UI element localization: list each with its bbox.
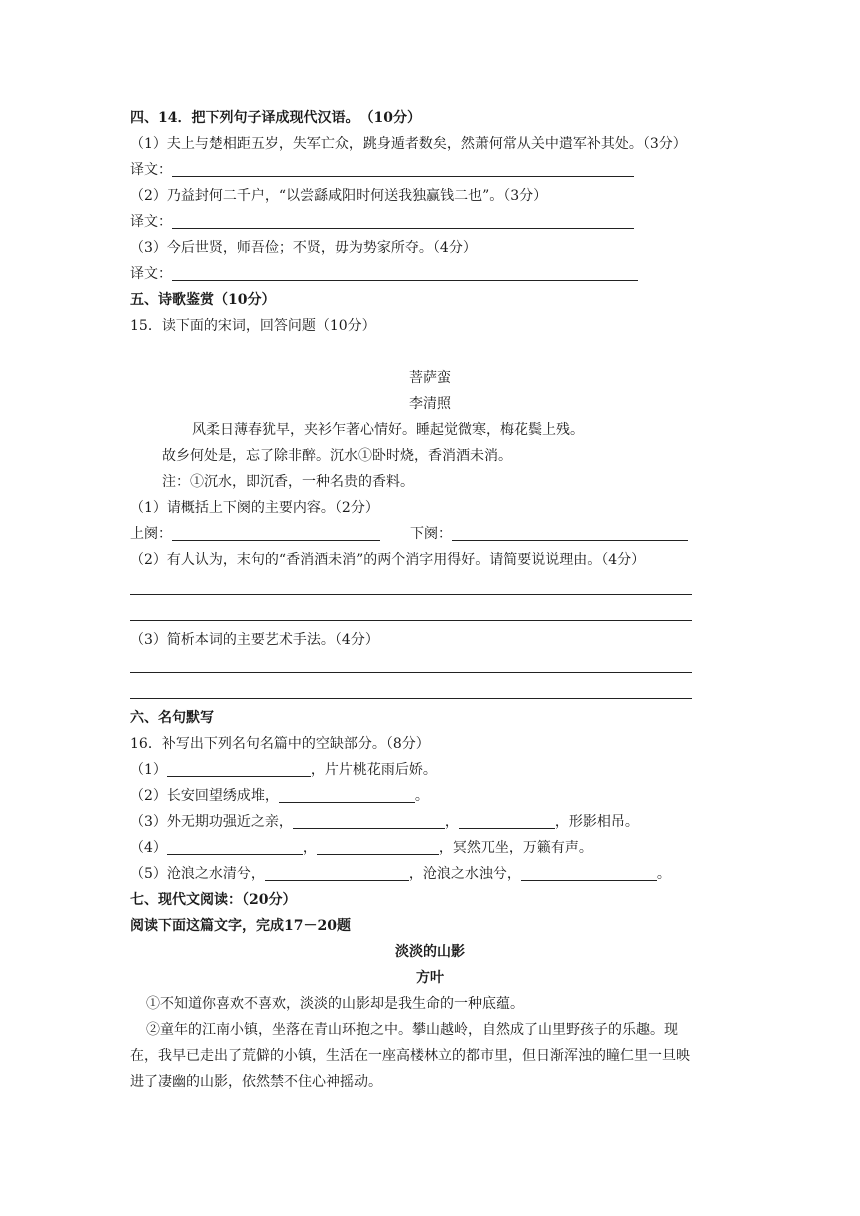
- question-16-intro: 16．补写出下列名句名篇中的空缺部分。（8分）: [130, 736, 430, 752]
- answer-blank[interactable]: [172, 524, 380, 541]
- answer-line[interactable]: [130, 698, 692, 699]
- paragraph-1: ①不知道你喜欢不喜欢，淡淡的山影却是我生命的一种底蕴。: [146, 996, 524, 1012]
- item-text: 。: [414, 788, 429, 804]
- item-text: （5）沧浪之水清兮，: [130, 866, 265, 882]
- fill-item-2: [130, 786, 429, 806]
- lower-label: 下阕：: [410, 526, 452, 542]
- fill-item-4: [130, 838, 593, 858]
- answer-line[interactable]: [130, 594, 692, 595]
- paragraph-2-line-2: 在，我早已走出了荒僻的小镇，生活在一座高楼林立的都市里，但日渐浑浊的瞳仁里一旦映: [130, 1048, 690, 1064]
- translation-row-3: [130, 264, 638, 284]
- question-14-3: （3）今后世贤，师吾俭；不贤，毋为势家所夺。（4分）: [130, 240, 477, 256]
- item-text: ，沧浪之水浊兮，: [408, 866, 521, 882]
- question-15-1: （1）请概括上下阕的主要内容。（2分）: [130, 500, 379, 516]
- translation-label: 译文：: [130, 266, 172, 282]
- answer-line[interactable]: [130, 672, 692, 673]
- fill-blank[interactable]: [279, 786, 415, 803]
- item-number: （4）: [130, 840, 167, 856]
- section-5-heading: 五、诗歌鉴赏（10分）: [130, 292, 276, 308]
- item-text: ，形影相吊。: [554, 814, 639, 830]
- fill-blank[interactable]: [293, 812, 445, 829]
- poem-line-1: 风柔日薄春犹早，夹衫乍著心情好。睡起觉微寒，梅花鬓上残。: [192, 422, 584, 438]
- translation-label: 译文：: [130, 162, 172, 178]
- answer-blank[interactable]: [172, 212, 634, 229]
- fill-blank[interactable]: [167, 760, 311, 777]
- paragraph-2-line-1: ②童年的江南小镇，坐落在青山环抱之中。攀山越岭，自然成了山里野孩子的乐趣。现: [146, 1022, 678, 1038]
- poem-title: 菩萨蛮: [409, 370, 451, 386]
- question-14-2: （2）乃益封何二千户，“以尝繇咸阳时何送我独赢钱二也”。（3分）: [130, 188, 548, 204]
- fill-item-3: [130, 812, 639, 832]
- essay-author: 方叶: [416, 970, 444, 986]
- question-15-2: （2）有人认为，末句的“香消酒未消”的两个消字用得好。请简要说说理由。（4分）: [130, 552, 646, 568]
- answer-blank[interactable]: [452, 524, 688, 541]
- translation-label: 译文：: [130, 214, 172, 230]
- reading-instruction: 阅读下面这篇文字，完成17－20题: [130, 918, 351, 934]
- item-text: ，: [444, 814, 459, 830]
- answer-blank[interactable]: [172, 264, 638, 281]
- essay-title: 淡淡的山影: [395, 944, 465, 960]
- upper-label: 上阕：: [130, 526, 172, 542]
- poem-note: 注：①沉水，即沉香，一种名贵的香料。: [162, 474, 414, 490]
- item-text: ，片片桃花雨后娇。: [310, 762, 437, 778]
- question-15-3: （3）简析本词的主要艺术手法。（4分）: [130, 632, 379, 648]
- item-text: 。: [656, 866, 671, 882]
- paragraph-2-line-3: 进了凄幽的山影，依然禁不住心神摇动。: [130, 1074, 382, 1090]
- fill-blank[interactable]: [167, 838, 303, 855]
- question-14-1: （1）夫上与楚相距五岁，失军亡众，跳身遁者数矣，然萧何常从关中遣军补其处。（3分）: [130, 136, 687, 152]
- translation-row-1: [130, 160, 634, 180]
- fill-blank[interactable]: [317, 838, 439, 855]
- poem-author: 李清照: [409, 396, 451, 412]
- upper-lower-row: [130, 524, 688, 544]
- fill-item-5: [130, 864, 671, 884]
- item-text: （3）外无期功强近之亲，: [130, 814, 293, 830]
- fill-blank[interactable]: [521, 864, 657, 881]
- item-text: ，冥然兀坐，万籁有声。: [438, 840, 593, 856]
- item-text: （2）长安回望绣成堆，: [130, 788, 279, 804]
- answer-blank[interactable]: [172, 160, 634, 177]
- section-6-heading: 六、名句默写: [130, 710, 214, 726]
- translation-row-2: [130, 212, 634, 232]
- poem-line-2: 故乡何处是，忘了除非醉。沉水①卧时烧，香消酒未消。: [162, 448, 512, 464]
- section-4-heading: 四、14．把下列句子译成现代汉语。 （10分）: [130, 110, 421, 126]
- fill-blank[interactable]: [265, 864, 409, 881]
- item-text: ，: [302, 840, 317, 856]
- item-number: （1）: [130, 762, 167, 778]
- fill-blank[interactable]: [459, 812, 555, 829]
- fill-item-1: [130, 760, 437, 780]
- answer-line[interactable]: [130, 620, 692, 621]
- question-15-intro: 15．读下面的宋词，回答问题（10分）: [130, 318, 376, 334]
- section-7-heading: 七、现代文阅读：（20分）: [130, 892, 297, 908]
